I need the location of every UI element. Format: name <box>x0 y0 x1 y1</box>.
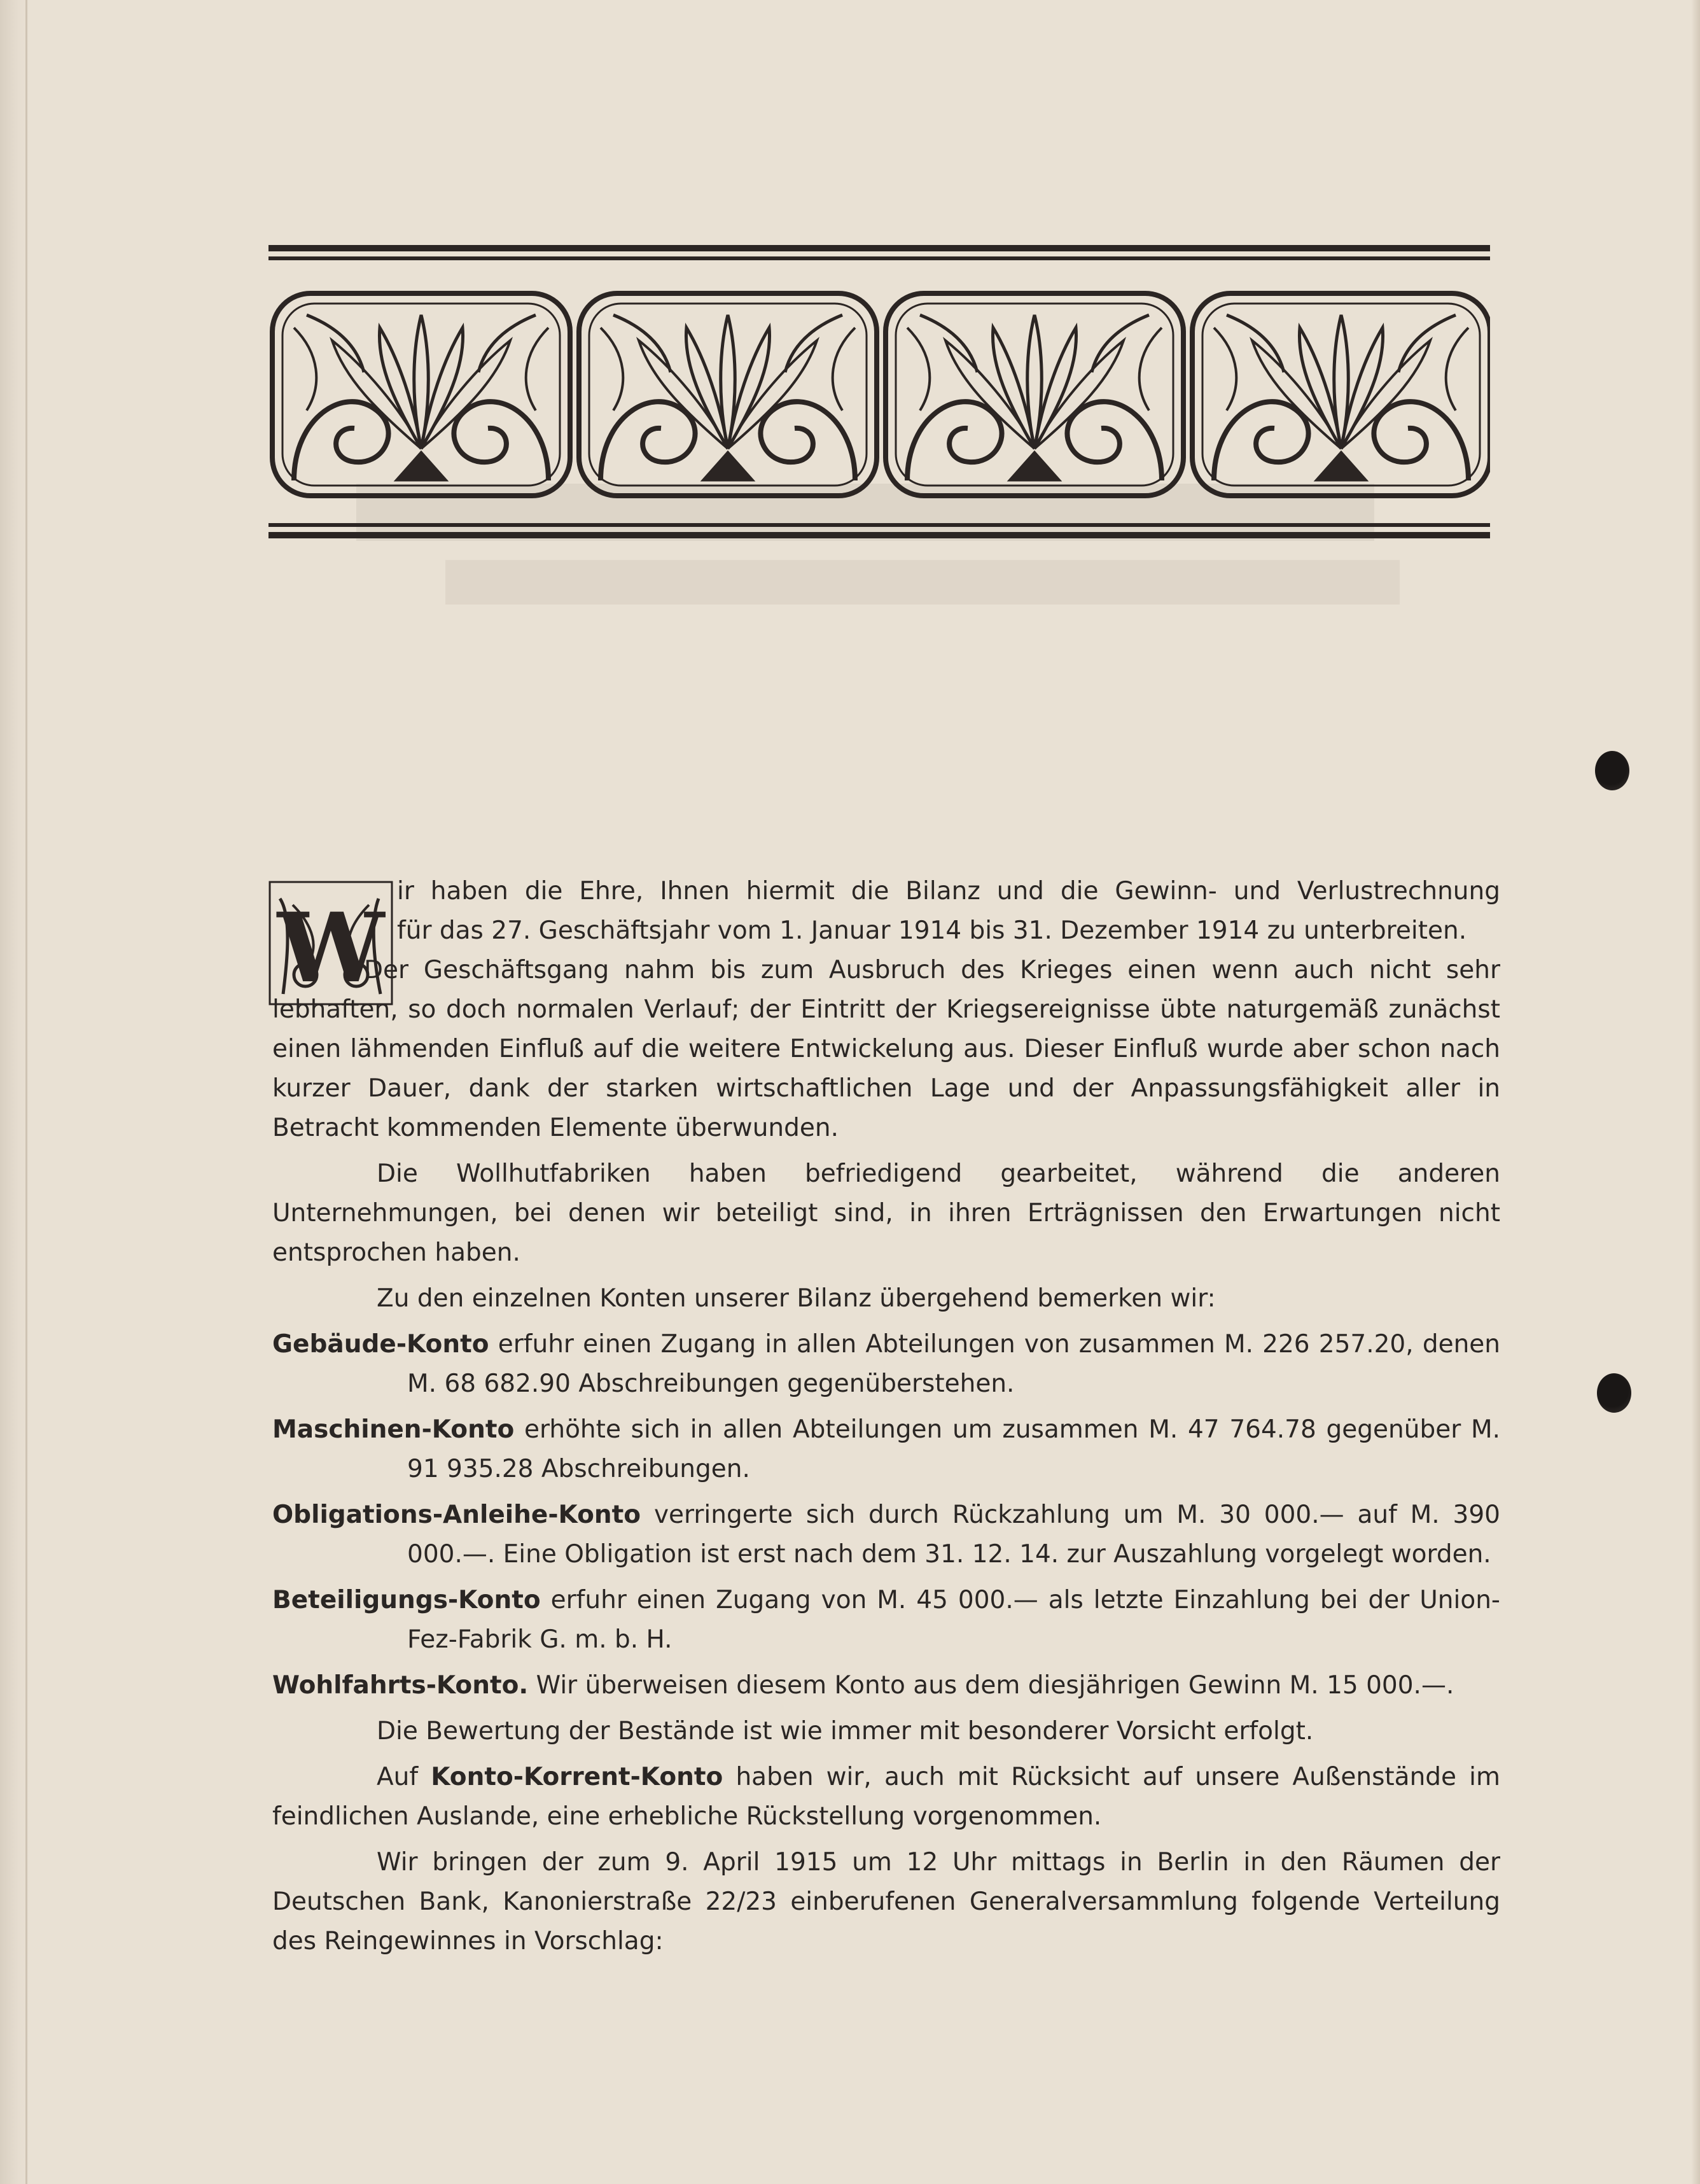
paragraph-wollhut: Die Wollhutfabriken haben befriedigend gearbeitet, während die anderen Unternehmungen, bei denen wir beteiligt sind, in ihren Erträgnissen den Erwartungen nicht entsprochen haben. <box>272 1159 1500 1267</box>
konto-text: erfuhr einen Zugang von M. 45 000.— als letzte Einzahlung bei der Union-Fez-Fabrik G. m. b. H. <box>407 1586 1500 1654</box>
top-double-rule <box>268 245 1490 265</box>
konto-name: Konto-Korrent-Konto <box>431 1763 723 1791</box>
intro-line-2: für das 27. Geschäftsjahr vom 1. Januar 1914 bis 31. Dezember 1914 zu unterbreiten. <box>397 916 1467 945</box>
paragraph-konten-intro: Zu den einzelnen Konten unserer Bilanz übergehend bemerken wir: <box>377 1284 1216 1313</box>
korrent-prefix: Auf <box>377 1763 431 1791</box>
konto-entry <box>272 1495 1500 1574</box>
konto-text: Wir überweisen diesem Konto aus dem diesjährigen Gewinn M. 15 000.—. <box>528 1671 1454 1700</box>
dropcap-w-ornament <box>267 879 394 1007</box>
punch-hole-top <box>1595 751 1629 790</box>
bottom-double-rule <box>268 523 1490 543</box>
konto-text: verringerte sich durch Rückzahlung um M. 30 000.— auf M. 390 000.—. Eine Obligation ist erst nach dem 31. 12. 14. zur Auszahlung vorgelegt worden. <box>407 1501 1500 1569</box>
konto-entry <box>272 1666 1500 1705</box>
dropcap-letter: W <box>277 892 385 1004</box>
konto-name: Gebäude-Konto <box>272 1330 489 1359</box>
paragraph-vorschlag: Wir bringen der zum 9. April 1915 um 12 Uhr mittags in Berlin in den Räumen der Deutschen Bank, Kanonierstraße 22/23 einberufenen Generalversammlung folgende Verteilung des Reingewinnes in Vorschlag: <box>272 1848 1500 1956</box>
konto-text: erfuhr einen Zugang in allen Abteilungen von zusammen M. 226 257.20, denen M. 68 682.90 Abschreibungen gegenüberstehen. <box>407 1330 1500 1398</box>
paragraph-geschaeftsgang: Der Geschäftsgang nahm bis zum Ausbruch des Krieges einen wenn auch nicht sehr lebhaften, so doch normalen Verlauf; der Eintritt der Kriegsereignisse übte naturgemäß zunächst einen lähmenden Einfluß auf die weitere Entwickelung aus. Dieser Einfluß wurde aber schon nach kurzer Dauer, dank der starken wirtschaftlichen Lage und der Anpassungsfähigkeit aller in Betracht kommenden Elemente überwunden. <box>272 956 1500 1142</box>
konto-name: Wohlfahrts-Konto. <box>272 1671 529 1700</box>
paper-left-edge <box>0 0 31 2184</box>
art-nouveau-ornament <box>268 290 1490 500</box>
paragraph-bewertung: Die Bewertung der Bestände ist wie immer mit besonderer Vorsicht erfolgt. <box>377 1717 1314 1746</box>
intro-line-1: ir haben die Ehre, Ihnen hiermit die Bilanz und die Gewinn- und Verlustrechnung <box>397 877 1500 906</box>
letter-body <box>272 872 1500 1961</box>
konto-name: Obligations-Anleihe-Konto <box>272 1501 641 1529</box>
konto-entry <box>272 1581 1500 1660</box>
opening-paragraph <box>272 872 1500 1148</box>
konto-name: Beteiligungs-Konto <box>272 1586 541 1614</box>
konto-entry <box>272 1410 1500 1489</box>
show-through-shadow <box>445 560 1400 605</box>
korrent-text: haben wir, auch mit Rücksicht auf unsere Außenstände im feindlichen Auslande, eine erhebliche Rückstellung vorgenommen. <box>272 1763 1500 1831</box>
paper-right-edge <box>1691 0 1700 2184</box>
konto-entry <box>272 1325 1500 1404</box>
paragraph-konto-korrent <box>272 1758 1500 1837</box>
punch-hole-bottom <box>1597 1373 1631 1413</box>
konto-text: erhöhte sich in allen Abteilungen um zusammen M. 47 764.78 gegenüber M. 91 935.28 Abschreibungen. <box>407 1415 1500 1483</box>
konto-name: Maschinen-Konto <box>272 1415 515 1444</box>
